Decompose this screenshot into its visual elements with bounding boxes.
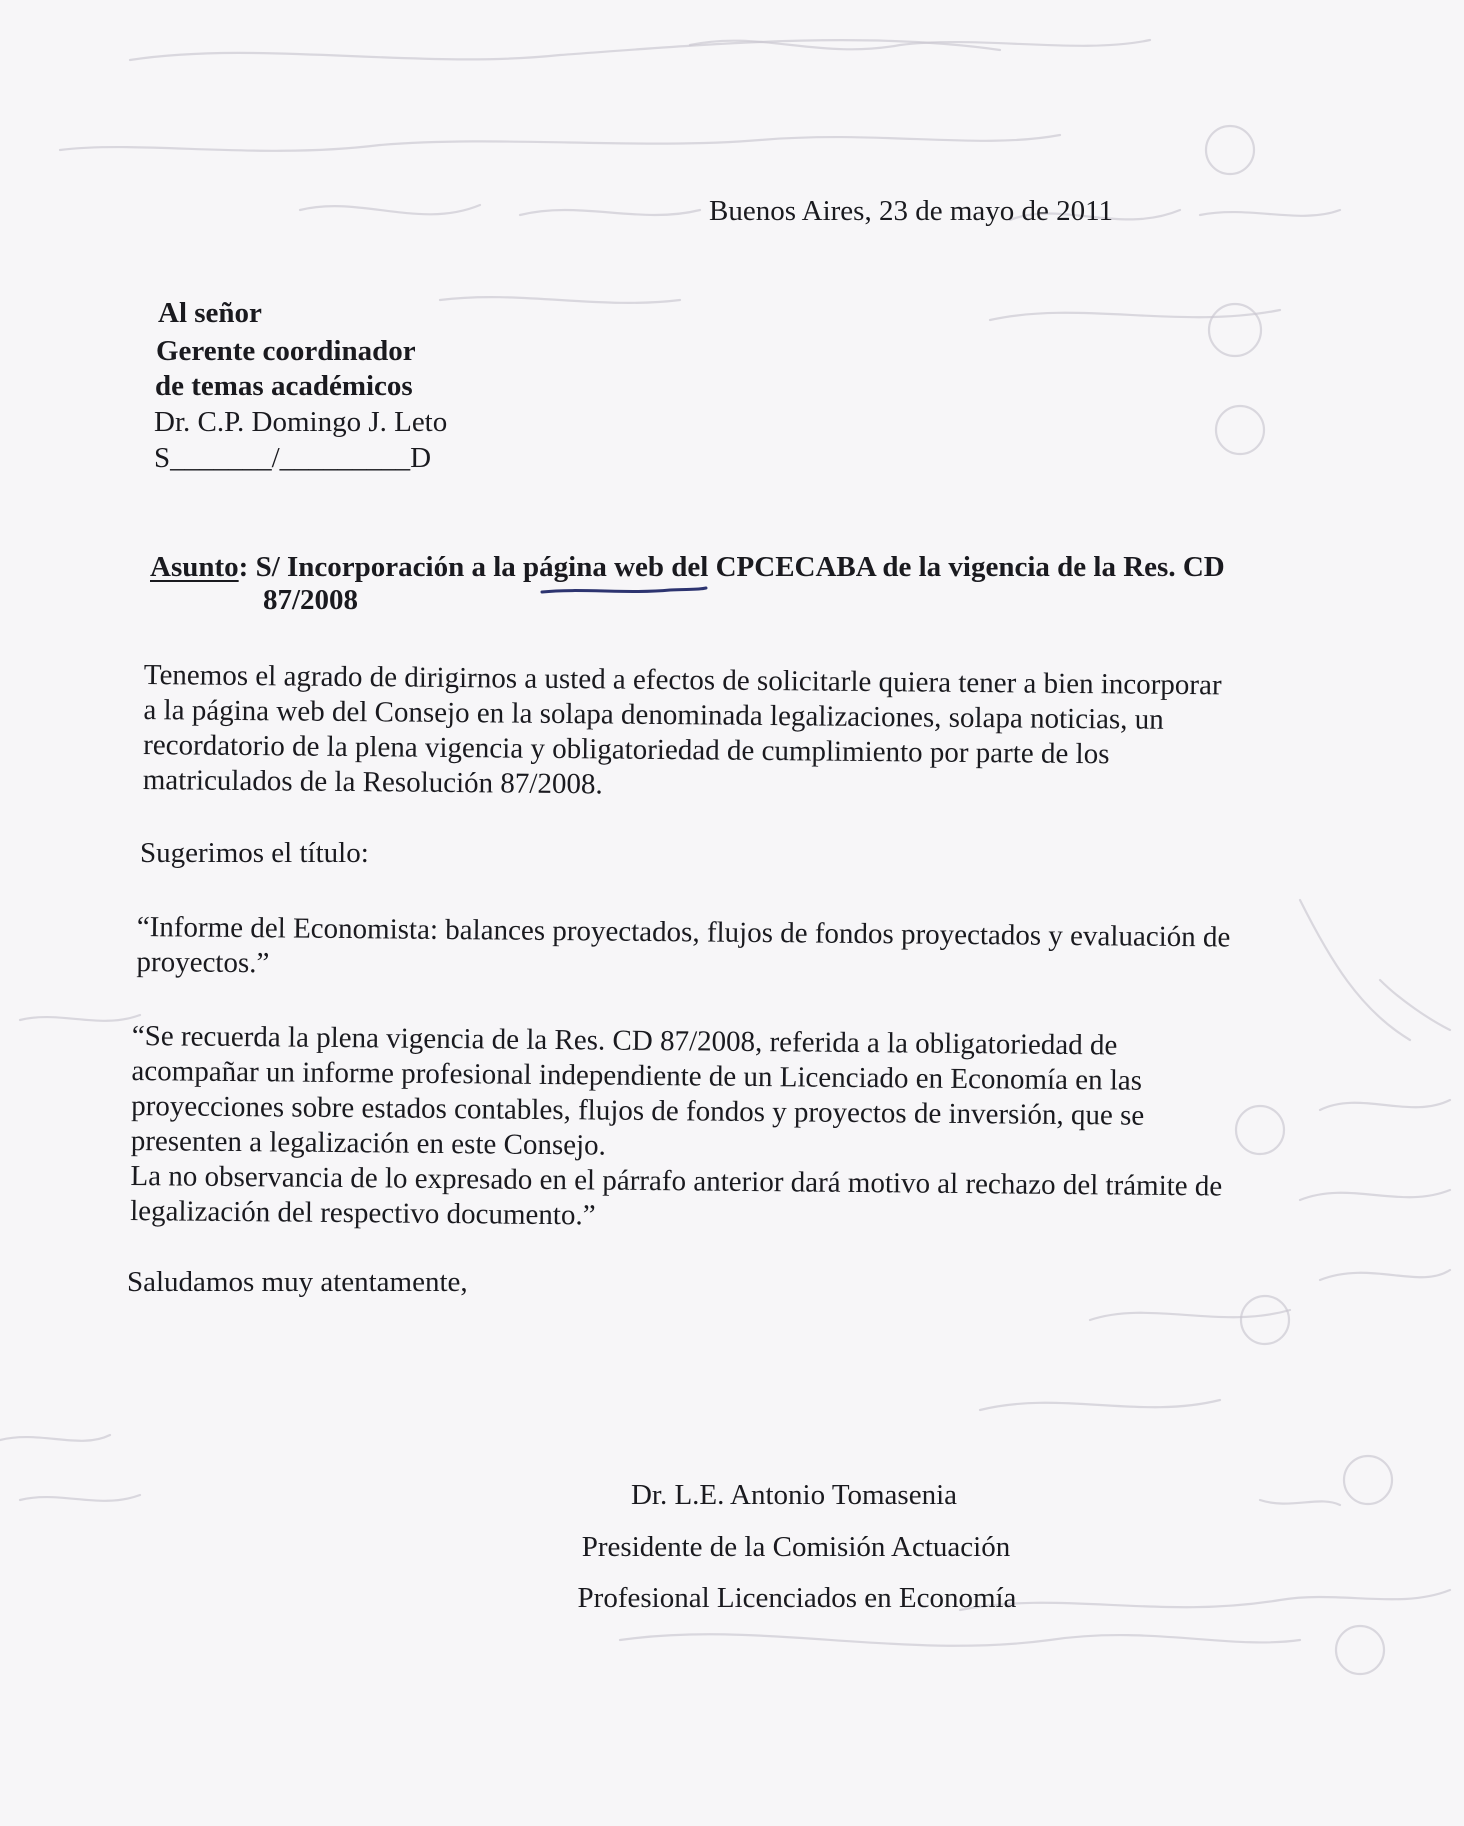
body-line: presenten a legalización en este Consejo. xyxy=(130,1124,607,1162)
body-line: legalización del respectivo documento.” xyxy=(130,1194,596,1232)
subject-separator: : xyxy=(238,551,249,583)
body-line: a la página web del Consejo en la solapa denominada legalizaciones, solapa noticias, un xyxy=(143,693,1164,736)
body-line: “Informe del Economista: balances proyectados, flujos de fondos proyectados y evaluación de xyxy=(136,910,1231,954)
signatory-name: Dr. L.E. Antonio Tomasenia xyxy=(630,1479,958,1511)
recipient-area: de temas académicos xyxy=(155,370,413,402)
recipient-salutation: Al señor xyxy=(158,297,262,329)
closing-line xyxy=(127,1265,1307,1300)
recipient-sd-line: S_______/_________D xyxy=(154,442,432,474)
subject-label: Asunto xyxy=(150,551,239,583)
handwritten-underline-mark xyxy=(540,584,710,596)
signatory-role-line1: Presidente de la Comisión Actuación xyxy=(581,1531,1011,1563)
subject-resolution-number: 87/2008 xyxy=(263,584,359,616)
body-line: Tenemos el agrado de dirigirnos a usted a efectos de solicitarle quiera tener a bien incorporar xyxy=(143,658,1222,702)
body-paragraph-request xyxy=(143,658,1324,809)
body-paragraph-proposed-title xyxy=(136,910,1317,991)
recipient-position: Gerente coordinador xyxy=(156,335,416,367)
recipient-name: Dr. C.P. Domingo J. Leto xyxy=(154,406,448,438)
body-line: Sugerimos el título: xyxy=(140,837,369,869)
body-paragraph-suggestion xyxy=(140,836,1320,871)
subject-text: S/ Incorporación a la página web del CPCECABA de la vigencia de la Res. CD xyxy=(248,551,1225,583)
body-line: “Se recuerda la plena vigencia de la Res. CD 87/2008, referida a la obligatoriedad de xyxy=(131,1019,1118,1062)
body-line: La no observancia de lo expresado en el párrafo anterior dará motivo al rechazo del trámite de xyxy=(130,1159,1223,1203)
letter-date: Buenos Aires, 23 de mayo de 2011 xyxy=(709,195,1114,227)
subject-block xyxy=(150,551,1330,617)
signatory-role-line2: Profesional Licenciados en Economía xyxy=(577,1582,1017,1614)
body-line: proyecciones sobre estados contables, flujos de fondos y proyectos de inversión, que se xyxy=(131,1089,1145,1132)
body-paragraph-proposed-text xyxy=(130,1019,1312,1240)
closing-text: Saludamos muy atentamente, xyxy=(127,1266,468,1298)
body-line: proyectos.” xyxy=(136,945,270,980)
body-line: acompañar un informe profesional independiente de un Licenciado en Economía en las xyxy=(131,1054,1143,1097)
body-line: recordatorio de la plena vigencia y obligatoriedad de cumplimiento por parte de los xyxy=(143,728,1110,771)
body-line: matriculados de la Resolución 87/2008. xyxy=(142,763,603,801)
